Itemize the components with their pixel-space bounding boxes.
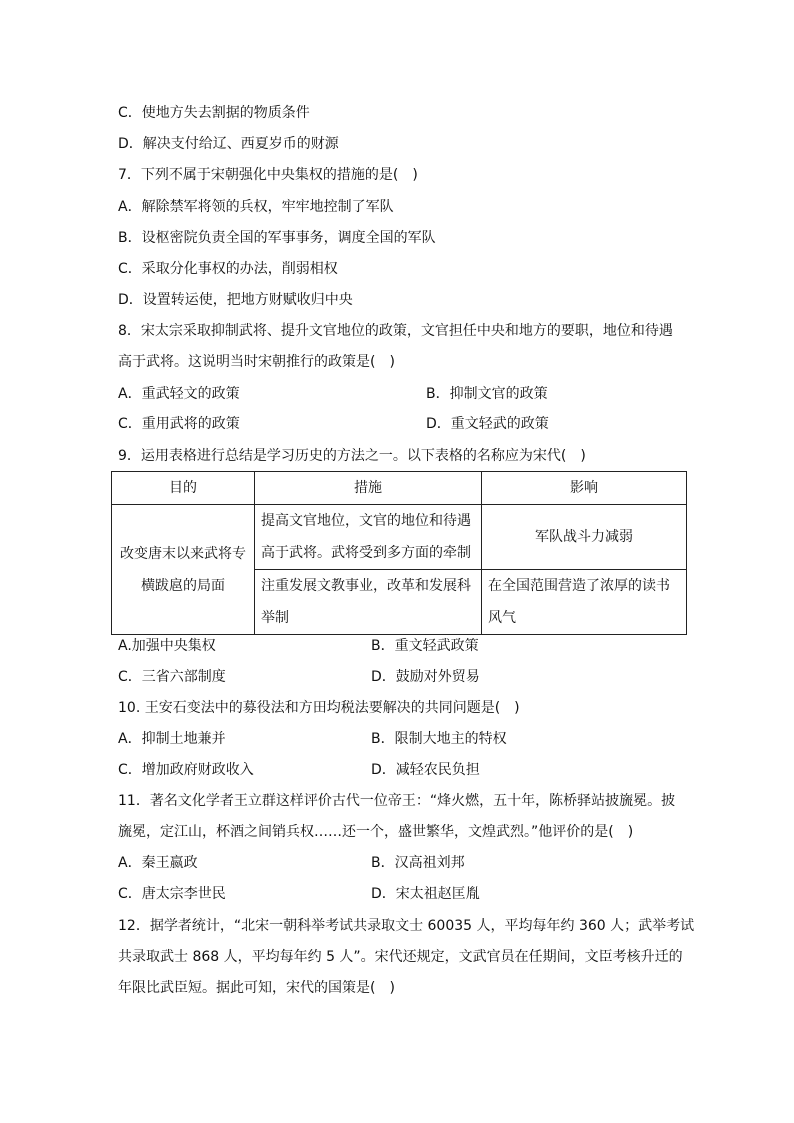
q9-option-b: B．重文轻武政策	[371, 638, 479, 654]
cell-measure-2-line2: 举制	[261, 610, 289, 626]
q10-option-b: B．限制大地主的特权	[371, 731, 507, 747]
q11-stem-line2: 旒冕，定江山，杯酒之间销兵权……还一个，盛世繁华，文煌武烈。”他评价的是( )	[118, 824, 634, 840]
header-measures: 措施	[255, 472, 482, 505]
q8-option-d: D．重文轻武的政策	[426, 416, 549, 432]
q8-option-b: B．抑制文官的政策	[426, 386, 548, 402]
q7-stem: 7．下列不属于宋朝强化中央集权的措施的是( )	[118, 167, 418, 183]
cell-measure-1	[255, 505, 482, 570]
q11-option-a: A．秦王嬴政	[118, 855, 198, 871]
q8-option-a: A．重武轻文的政策	[118, 386, 240, 402]
q12-stem-line3: 年限比武臣短。据此可知，宋代的国策是( )	[118, 980, 395, 996]
q7-option-c: C．采取分化事权的办法，削弱相权	[118, 261, 338, 277]
q12-stem-line1: 12．据学者统计，“北宋一朝科举考试共录取文士 60035 人，平均每年约 360 人；武举考试	[118, 918, 695, 934]
q11-stem-line1: 11．著名文化学者王立群这样评价古代一位帝王：“烽火燃，五十年，陈桥驿站披旒冕。披	[118, 793, 676, 809]
cell-measure-1-line2: 高于武将。武将受到多方面的牵制	[261, 545, 471, 561]
q7-option-d: D．设置转运使，把地方财赋收归中央	[118, 292, 353, 308]
q9-option-d: D．鼓励对外贸易	[371, 669, 480, 685]
cell-measure-1-line1: 提高文官地位，文官的地位和待遇	[261, 513, 471, 529]
q9-stem: 9．运用表格进行总结是学习历史的方法之一。以下表格的名称应为宋代( )	[118, 448, 586, 464]
q7-option-a: A．解除禁军将领的兵权，牢牢地控制了军队	[118, 199, 394, 215]
table-header-row	[112, 472, 687, 505]
cell-measure-2	[255, 570, 482, 635]
q11-option-c: C．唐太宗李世民	[118, 886, 226, 902]
summary-table	[111, 471, 687, 635]
q6-option-c: C．使地方失去割据的物质条件	[118, 105, 310, 121]
q11-option-b: B．汉高祖刘邦	[371, 855, 465, 871]
q8-option-c: C．重用武将的政策	[118, 416, 240, 432]
table-row	[112, 505, 687, 570]
cell-purpose-line1: 改变唐末以来武将专	[120, 545, 246, 562]
cell-measure-2-line1: 注重发展文教事业，改革和发展科	[261, 578, 471, 594]
cell-purpose	[112, 505, 255, 635]
q6-option-d: D．解决支付给辽、西夏岁币的财源	[118, 136, 339, 152]
q10-stem: 10. 王安石变法中的募役法和方田均税法要解决的共同问题是( )	[118, 700, 520, 716]
cell-effect-1: 军队战斗力减弱	[482, 505, 687, 570]
q10-option-c: C．增加政府财政收入	[118, 762, 254, 778]
q10-option-a: A．抑制土地兼并	[118, 731, 226, 747]
q8-stem-line2: 高于武将。这说明当时宋朝推行的政策是( )	[118, 354, 395, 370]
q8-stem-line1: 8．宋太宗采取抑制武将、提升文官地位的政策，文官担任中央和地方的要职，地位和待遇	[118, 323, 673, 339]
q7-option-b: B．设枢密院负责全国的军事事务，调度全国的军队	[118, 230, 436, 246]
q12-stem-line2: 共录取武士 868 人，平均每年约 5 人”。宋代还规定，文武官员在任期间，文臣考核升迁的	[118, 949, 683, 965]
cell-effect-2-line1: 在全国范围营造了浓厚的读书	[488, 578, 670, 594]
cell-purpose-line2: 横跋扈的局面	[141, 577, 225, 594]
cell-effect-2-line2: 风气	[488, 610, 516, 626]
q11-option-d: D．宋太祖赵匡胤	[371, 886, 480, 902]
q9-option-c: C．三省六部制度	[118, 669, 226, 685]
q10-option-d: D．减轻农民负担	[371, 762, 480, 778]
q9-option-a: A.加强中央集权	[118, 638, 216, 654]
cell-effect-2	[482, 570, 687, 635]
header-purpose: 目的	[112, 472, 255, 505]
header-effects: 影响	[482, 472, 687, 505]
